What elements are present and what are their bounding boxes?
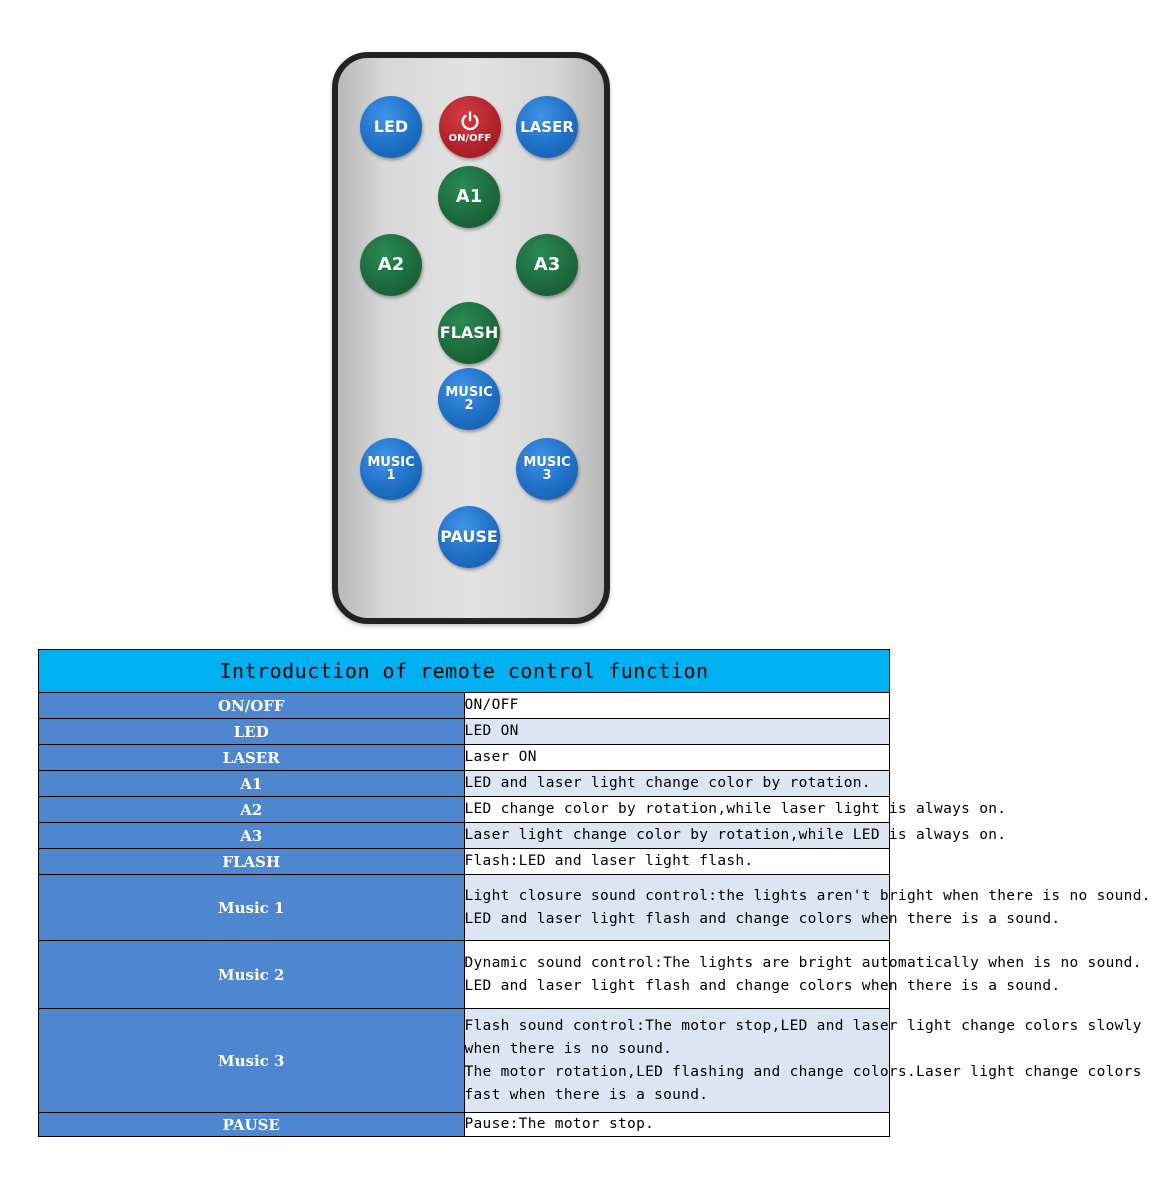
- table-row: [39, 797, 890, 823]
- flash-button[interactable]: [438, 302, 500, 364]
- laser-button-label: LASER: [520, 117, 574, 136]
- led-button[interactable]: [360, 96, 422, 158]
- description-line: LED ON: [464, 723, 519, 739]
- music-2-button[interactable]: [438, 368, 500, 430]
- music-3-button-label: MUSIC: [523, 455, 571, 470]
- description-line: LED change color by rotation,while laser light is always on.: [464, 801, 1007, 817]
- function-description: [464, 941, 1142, 1009]
- function-key: LASER: [39, 745, 465, 771]
- table-row: [39, 1009, 890, 1113]
- function-key: Music 3: [39, 1009, 465, 1113]
- a3-button[interactable]: [516, 234, 578, 296]
- description-line: Dynamic sound control:The lights are bright automatically when is no sound.: [464, 954, 1142, 971]
- table-row: [39, 693, 890, 719]
- function-key: LED: [39, 719, 465, 745]
- function-key: Music 2: [39, 941, 465, 1009]
- function-description: [464, 771, 890, 797]
- function-key: PAUSE: [39, 1113, 465, 1137]
- description-line: Flash:LED and laser light flash.: [464, 853, 754, 869]
- description-line: Pause:The motor stop.: [464, 1116, 655, 1132]
- music-1-button-number: 1: [386, 468, 396, 483]
- pause-button[interactable]: [438, 506, 500, 568]
- function-key: A2: [39, 797, 465, 823]
- description-line: when there is no sound.: [464, 1040, 673, 1057]
- on-off-button-label: ON/OFF: [448, 133, 492, 144]
- function-key: FLASH: [39, 849, 465, 875]
- function-key: A1: [39, 771, 465, 797]
- music-1-button[interactable]: [360, 438, 422, 500]
- description-line: Flash sound control:The motor stop,LED and laser light change colors slowly: [464, 1017, 1142, 1034]
- function-table-body: [39, 693, 1151, 1137]
- table-row: [39, 719, 890, 745]
- function-description: [464, 745, 890, 771]
- table-row: [39, 941, 890, 1009]
- table-row: [39, 1113, 890, 1137]
- power-icon: [459, 110, 481, 132]
- function-description: [464, 849, 890, 875]
- on-off-button[interactable]: [439, 96, 501, 158]
- table-row: [39, 823, 890, 849]
- music-2-button-number: 2: [464, 398, 474, 413]
- function-description: [464, 823, 1007, 849]
- function-description: [464, 1113, 890, 1137]
- description-line: Laser ON: [464, 749, 537, 765]
- remote-control: [332, 52, 610, 624]
- a2-button-label: A2: [377, 254, 405, 275]
- music-3-button-number: 3: [542, 468, 552, 483]
- function-description: [464, 693, 890, 719]
- description-line: ON/OFF: [464, 697, 519, 713]
- table-title: Introduction of remote control function: [39, 650, 890, 693]
- laser-button[interactable]: [516, 96, 578, 158]
- description-line: LED and laser light change color by rotation.: [464, 775, 871, 791]
- function-table: [38, 649, 1151, 1137]
- function-description: [464, 719, 890, 745]
- a2-button[interactable]: [360, 234, 422, 296]
- description-line: LED and laser light flash and change colors when there is a sound.: [464, 977, 1061, 994]
- description-line: Laser light change color by rotation,while LED is always on.: [464, 827, 1007, 843]
- music-2-button-label: MUSIC: [445, 385, 493, 400]
- function-description: [464, 797, 1007, 823]
- function-key: Music 1: [39, 875, 465, 941]
- a3-button-label: A3: [533, 254, 561, 275]
- pause-button-label: PAUSE: [440, 527, 498, 546]
- description-line: LED and laser light flash and change colors when there is a sound.: [464, 910, 1061, 927]
- table-row: [39, 849, 890, 875]
- function-description: [464, 875, 1151, 941]
- music-1-button-label: MUSIC: [367, 455, 415, 470]
- flash-button-label: FLASH: [439, 323, 499, 342]
- description-line: The motor rotation,LED flashing and change colors.Laser light change colors: [464, 1063, 1142, 1080]
- table-row: [39, 771, 890, 797]
- led-button-label: LED: [373, 117, 409, 136]
- table-row: [39, 875, 890, 941]
- table-row: [39, 745, 890, 771]
- description-line: fast when there is a sound.: [464, 1086, 709, 1103]
- a1-button-label: A1: [455, 186, 483, 207]
- description-line: Light closure sound control:the lights aren't bright when there is no sound.: [464, 887, 1151, 904]
- music-3-button[interactable]: [516, 438, 578, 500]
- a1-button[interactable]: [438, 166, 500, 228]
- function-key: A3: [39, 823, 465, 849]
- function-key: ON/OFF: [39, 693, 465, 719]
- function-description: [464, 1009, 1142, 1113]
